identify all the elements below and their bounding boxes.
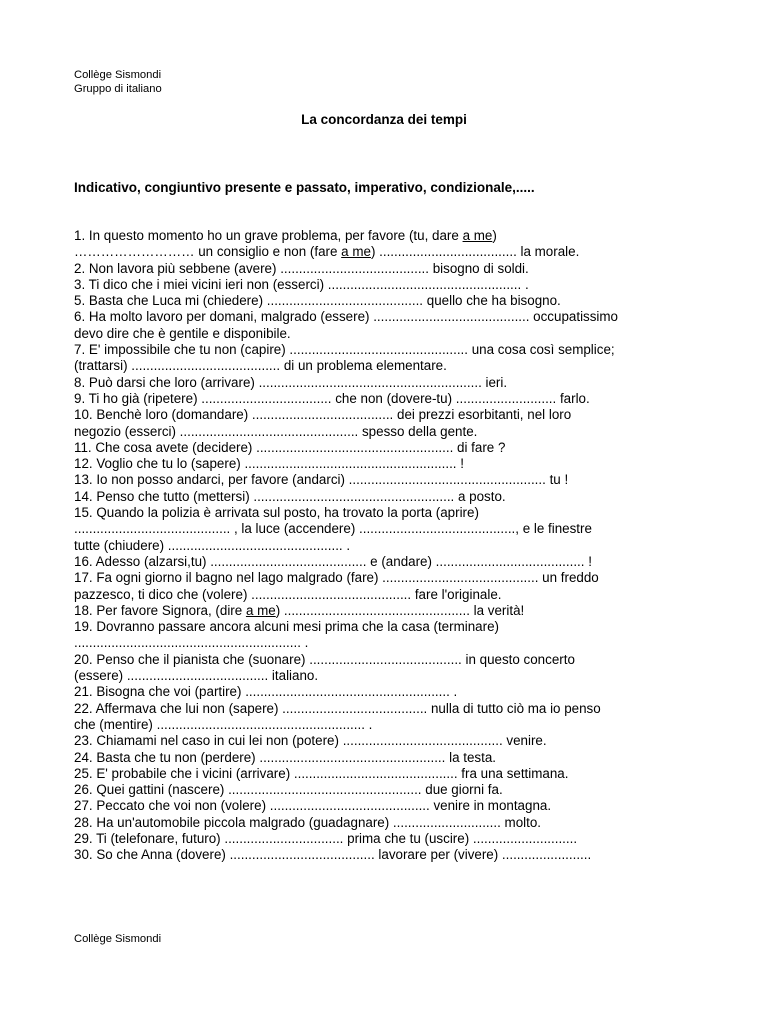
exercise-text: 16. Adesso (alzarsi,tu) .......................................... e (andare) ........................................ ! xyxy=(74,553,592,569)
exercise-item xyxy=(74,472,724,488)
exercise-text: 19. Dovranno passare ancora alcuni mesi prima che la casa (terminare) ............................................................. . xyxy=(74,619,499,651)
underlined-text: a me xyxy=(341,244,371,260)
exercise-text: 9. Ti ho già (ripetere) ................................... che non (dovere-tu) ........................... farlo. xyxy=(74,390,590,406)
exercise-item xyxy=(74,554,724,570)
underlined-text: a me xyxy=(462,228,493,243)
exercise-text: 27. Peccato che voi non (volere) ........................................... venire in montagna. xyxy=(74,798,552,814)
exercise-item xyxy=(74,570,724,603)
exercise-item xyxy=(74,391,724,407)
page-subtitle: Indicativo, congiuntivo presente e passato, imperativo, condizionale,..... xyxy=(74,180,535,195)
exercise-text: ) ..................................... la morale. xyxy=(370,244,580,260)
exercise-text: 12. Voglio che tu lo (sapere) ......................................................... ! xyxy=(74,456,464,472)
exercise-item xyxy=(74,652,724,685)
exercise-text: 8. Può darsi che loro (arrivare) ............................................................ ieri. xyxy=(74,374,508,390)
exercise-list xyxy=(74,228,724,864)
exercise-text: 13. Io non posso andarci, per favore (andarci) ..................................................... tu ! xyxy=(74,472,569,488)
exercise-item xyxy=(74,831,724,847)
exercise-text: 18. Per favore Signora, (dire xyxy=(74,602,246,618)
exercise-item xyxy=(74,456,724,472)
exercise-text: ) .................................................. la verità! xyxy=(275,602,525,618)
document-header xyxy=(74,68,162,96)
exercise-item xyxy=(74,505,724,554)
exercise-item xyxy=(74,798,724,814)
exercise-text: 21. Bisogna che voi (partire) ....................................................... . xyxy=(74,684,458,700)
exercise-item xyxy=(74,293,724,309)
exercise-text: 23. Chiamami nel caso in cui lei non (potere) ........................................... venire. xyxy=(74,733,547,749)
exercise-item xyxy=(74,733,724,749)
underlined-text: a me xyxy=(245,602,276,618)
exercise-item xyxy=(74,375,724,391)
exercise-text: 6. Ha molto lavoro per domani, malgrado (essere) .......................................... occupatissimo devo dire che è gentile e disponibile. xyxy=(74,309,619,341)
exercise-text: ) ……………………… un consiglio e non (fare xyxy=(74,228,497,260)
exercise-text: 26. Quei gattini (nascere) .................................................... due giorni fa. xyxy=(74,782,503,798)
exercise-text: 2. Non lavora più sebbene (avere) ........................................ bisogno di soldi. xyxy=(74,260,529,276)
exercise-item xyxy=(74,407,724,440)
exercise-item xyxy=(74,701,724,734)
exercise-text: 30. So che Anna (dovere) ....................................... lavorare per (vivere) ........................ xyxy=(74,847,592,863)
exercise-item xyxy=(74,603,724,619)
exercise-item xyxy=(74,750,724,766)
exercise-text: 24. Basta che tu non (perdere) .................................................. la testa. xyxy=(74,749,496,765)
exercise-item xyxy=(74,489,724,505)
exercise-text: 17. Fa ogni giorno il bagno nel lago malgrado (fare) .......................................... un freddo pazzesco, ti dico che (volere) ........................................... fare l'originale. xyxy=(74,570,599,602)
exercise-text: 10. Benchè loro (domandare) ...................................... dei prezzi esorbitanti, nel loro negozio (esserci) ................................................ spesso della gente. xyxy=(74,407,572,439)
exercise-text: 14. Penso che tutto (mettersi) ...................................................... a posto. xyxy=(74,488,506,504)
exercise-text: 7. E' impossibile che tu non (capire) ................................................ una cosa così semplice; (trattarsi) ........................................ di un problema elementare. xyxy=(74,342,615,374)
exercise-text: 28. Ha un'automobile piccola malgrado (guadagnare) ............................. molto. xyxy=(74,814,541,830)
exercise-text: 1. In questo momento ho un grave problema, per favore (tu, dare xyxy=(74,228,463,243)
exercise-text: 20. Penso che il pianista che (suonare) ......................................... in questo concerto (essere) ...................................... italiano. xyxy=(74,651,575,684)
exercise-item xyxy=(74,815,724,831)
exercise-text: 22. Affermava che lui non (sapere) ....................................... nulla di tutto ciò ma io penso che (mentire) ........................................................ . xyxy=(74,700,601,732)
exercise-text: 29. Ti (telefonare, futuro) ................................ prima che tu (uscire) ............................ xyxy=(74,830,578,846)
exercise-text: 25. E' probabile che i vicini (arrivare) ............................................ fra una settimana. xyxy=(74,765,569,781)
school-name: Collège Sismondi xyxy=(74,69,162,81)
exercise-item xyxy=(74,277,724,293)
exercise-item xyxy=(74,847,724,863)
exercise-item xyxy=(74,782,724,798)
group-name: Gruppo di italiano xyxy=(74,83,162,95)
exercise-item xyxy=(74,342,724,375)
exercise-text: 3. Ti dico che i miei vicini ieri non (esserci) .................................................... . xyxy=(74,276,529,292)
exercise-item xyxy=(74,228,724,261)
page-footer: Collège Sismondi xyxy=(74,933,162,945)
exercise-item xyxy=(74,684,724,700)
exercise-item xyxy=(74,261,724,277)
exercise-item xyxy=(74,309,724,342)
page-title: La concordanza dei tempi xyxy=(301,112,467,127)
exercise-item xyxy=(74,440,724,456)
exercise-text: 15. Quando la polizia è arrivata sul posto, ha trovato la porta (aprire) .......................................... , la luce (accendere) .........................................., e le finestre tutte (chiudere) ............................................... . xyxy=(74,505,592,553)
exercise-item xyxy=(74,619,724,652)
exercise-text: 11. Che cosa avete (decidere) ..................................................... di fare ? xyxy=(74,439,506,455)
exercise-item xyxy=(74,766,724,782)
exercise-text: 5. Basta che Luca mi (chiedere) .......................................... quello che ha bisogno. xyxy=(74,293,561,309)
